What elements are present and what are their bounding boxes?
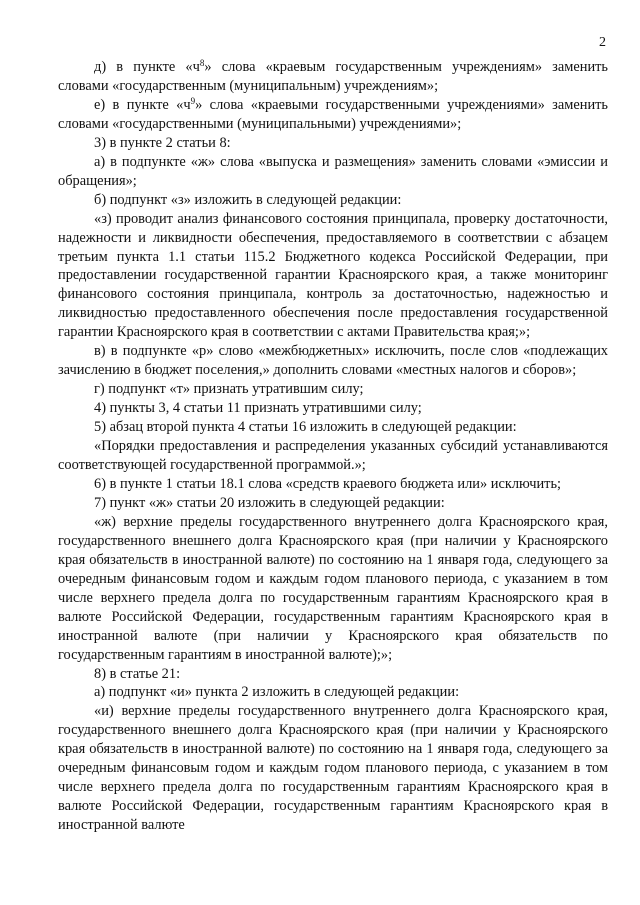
page-number: 2	[599, 35, 606, 50]
document-body	[58, 58, 608, 835]
paragraph-quote-poryadki: «Порядки предоставления и распределения указанных субсидий устанавливаются соответствующей государственной программой.»;	[58, 438, 608, 474]
paragraph-item-8: 8) в статье 21:	[94, 665, 181, 682]
paragraph-item-7: 7) пункт «ж» статьи 20 изложить в следующей редакции:	[94, 494, 445, 511]
paragraph-item-3: 3) в пункте 2 статьи 8:	[94, 134, 231, 151]
paragraph-e-point-ch9: е) в пункте «$ч^9$» слова «краевыми государственными учреждениями» заменить словами «государственными (муниципальными) учреждениями»;	[58, 95, 608, 132]
paragraph-d-point-ch8: д) в пункте «$ч^8$» слова «краевым государственным учреждениям» заменить словами «государственным (муниципальным) учреждениям»;	[58, 58, 609, 94]
paragraph-subitem-a-article-21: а) подпункт «и» пункта 2 изложить в следующей редакции:	[94, 684, 460, 701]
paragraph-subitem-b: б) подпункт «з» изложить в следующей редакции:	[94, 191, 402, 208]
paragraph-item-6: 6) в пункте 1 статьи 18.1 слова «средств краевого бюджета или» исключить;	[94, 475, 562, 492]
paragraph-subitem-g: г) подпункт «т» признать утратившим силу;	[94, 381, 364, 398]
paragraph-quote-i: «и) верхние пределы государственного внутреннего долга Красноярского края, государственного внешнего долга Красноярского края (при наличии у Красноярского края обязательств в иностранной валюте) по состоянию на 1 января года, следующего за очередным финансовым годом и каждым годом планового периода, с указанием в том числе верхнего предела долга по государственным гарантиям Красноярского края в валюте Российской Федерации, государственным гарантиям Красноярского края в иностранной валюте	[58, 703, 608, 834]
paragraph-subitem-a: а) в подпункте «ж» слова «выпуска и размещения» заменить словами «эмиссии и обращения»;	[58, 153, 608, 189]
paragraph-item-5: 5) абзац второй пункта 4 статьи 16 изложить в следующей редакции:	[94, 419, 517, 436]
paragraph-quote-zh: «ж) верхние пределы государственного внутреннего долга Красноярского края, государственного внешнего долга Красноярского края (при наличии у Красноярского края обязательств в иностранной валюте) по состоянию на 1 января года, следующего за очередным финансовым годом и каждым годом планового периода, с указанием в том числе верхнего предела долга по государственным гарантиям Красноярского края в валюте Российской Федерации, государственным гарантиям Красноярского края в иностранной валюте (при наличии у Красноярского края обязательств по государственным гарантиям в иностранной валюте);»;	[58, 513, 608, 663]
paragraph-item-4: 4) пункты 3, 4 статьи 11 признать утратившими силу;	[94, 400, 422, 417]
paragraph-quote-z: «з) проводит анализ финансового состояния принципала, проверку достаточности, надежности и ликвидности обеспечения, предоставляемого в соответствии с абзацем третьим пункта 1.1 статьи 115.2 Бюджетного кодекса Российской Федерации, при предоставлении государственной гарантии Красноярского края, а также мониторинг финансового состояния принципала, контроль за достаточностью, надежностью и ликвидностью предоставленного обеспечения после предоставления государственной гарантии Красноярского края в соответствии с актами Правительства края;»;	[58, 210, 608, 341]
paragraph-subitem-v: в) в подпункте «р» слово «межбюджетных» исключить, после слов «подлежащих зачислению в бюджет поселения,» дополнить словами «местных налогов и сборов»;	[58, 343, 608, 379]
